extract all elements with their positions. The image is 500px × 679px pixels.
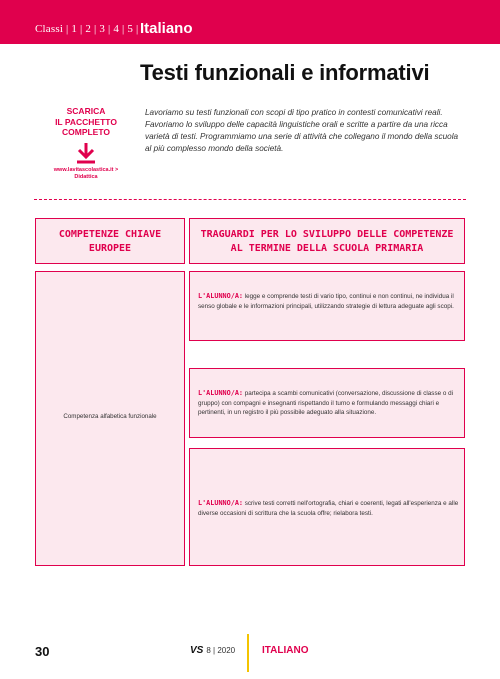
competence-cell — [35, 271, 185, 566]
classes-label: Classi | 1 | 2 | 3 | 4 | 5 | — [35, 23, 139, 35]
header-right-line2: AL TERMINE DELLA SCUOLA PRIMARIA — [230, 243, 424, 254]
goal-description: scrive testi corretti nell'ortografia, chiari e coerenti, legati all'esperienza e alle diverse occasioni di scrittura che la scuola offre; rielabora testi. — [198, 500, 459, 517]
goal-tag: L'ALUNNO/A: — [198, 292, 244, 300]
magazine-logo: VS — [190, 645, 204, 656]
header-development-goals — [189, 218, 465, 264]
goal-text — [198, 389, 460, 418]
header-left-line2: EUROPEE — [88, 243, 132, 254]
subject-label: Italiano — [140, 20, 193, 37]
header-key-competences — [35, 218, 185, 264]
goal-text — [198, 292, 460, 311]
download-label-line1: SCARICA — [66, 106, 106, 116]
page-number: 30 — [35, 644, 50, 659]
download-package-link[interactable] — [40, 106, 132, 181]
download-arrow-icon — [75, 142, 97, 164]
intro-paragraph: Lavoriamo su testi funzionali con scopi di tipo pratico in contesti comunicativi reali. Favoriamo lo sviluppo delle capacità linguistiche orali e scritte a partire da una ricca varietà di testi. Programmiamo una serie di attività che collegano il mondo della scuola al più complesso mondo della società. — [145, 108, 459, 153]
download-label-line2: IL PACCHETTO — [55, 116, 117, 127]
download-url[interactable]: www.lavitascolastica.it > — [53, 166, 119, 173]
competence-text: Competenza alfabetica funzionale — [63, 413, 157, 420]
header-right-line1: TRAGUARDI PER LO SVILUPPO DELLE COMPETENZE — [200, 229, 454, 240]
download-label-line3: COMPLETO — [61, 127, 110, 137]
goal-tag: L'ALUNNO/A: — [198, 389, 244, 397]
footer-subject: ITALIANO — [262, 645, 309, 656]
goal-row — [189, 368, 465, 438]
section-divider — [34, 199, 466, 200]
goal-tag: L'ALUNNO/A: — [198, 499, 244, 507]
goal-row — [189, 271, 465, 341]
issue-label: 8 | 2020 — [206, 646, 236, 655]
download-path: Didattica — [74, 173, 98, 180]
magazine-issue — [190, 645, 235, 656]
header-left-line1: COMPETENZE CHIAVE — [58, 229, 162, 240]
page-title: Testi funzionali e informativi — [140, 60, 430, 85]
goal-text — [198, 499, 460, 518]
goal-row — [189, 448, 465, 566]
goal-description: partecipa a scambi comunicativi (conversazione, discussione di classe o di gruppo) con compagni e insegnanti rispettando il turno e formulando messaggi chiari e pertinenti, in un registro il più possibile adeguato alla situazione. — [198, 390, 454, 416]
header-bar — [0, 0, 500, 44]
footer-separator — [247, 634, 249, 672]
goal-description: legge e comprende testi di vario tipo, continui e non continui, ne individua il senso globale e le informazioni principali, utilizzando strategie di lettura adeguate agli scopi. — [198, 293, 454, 310]
